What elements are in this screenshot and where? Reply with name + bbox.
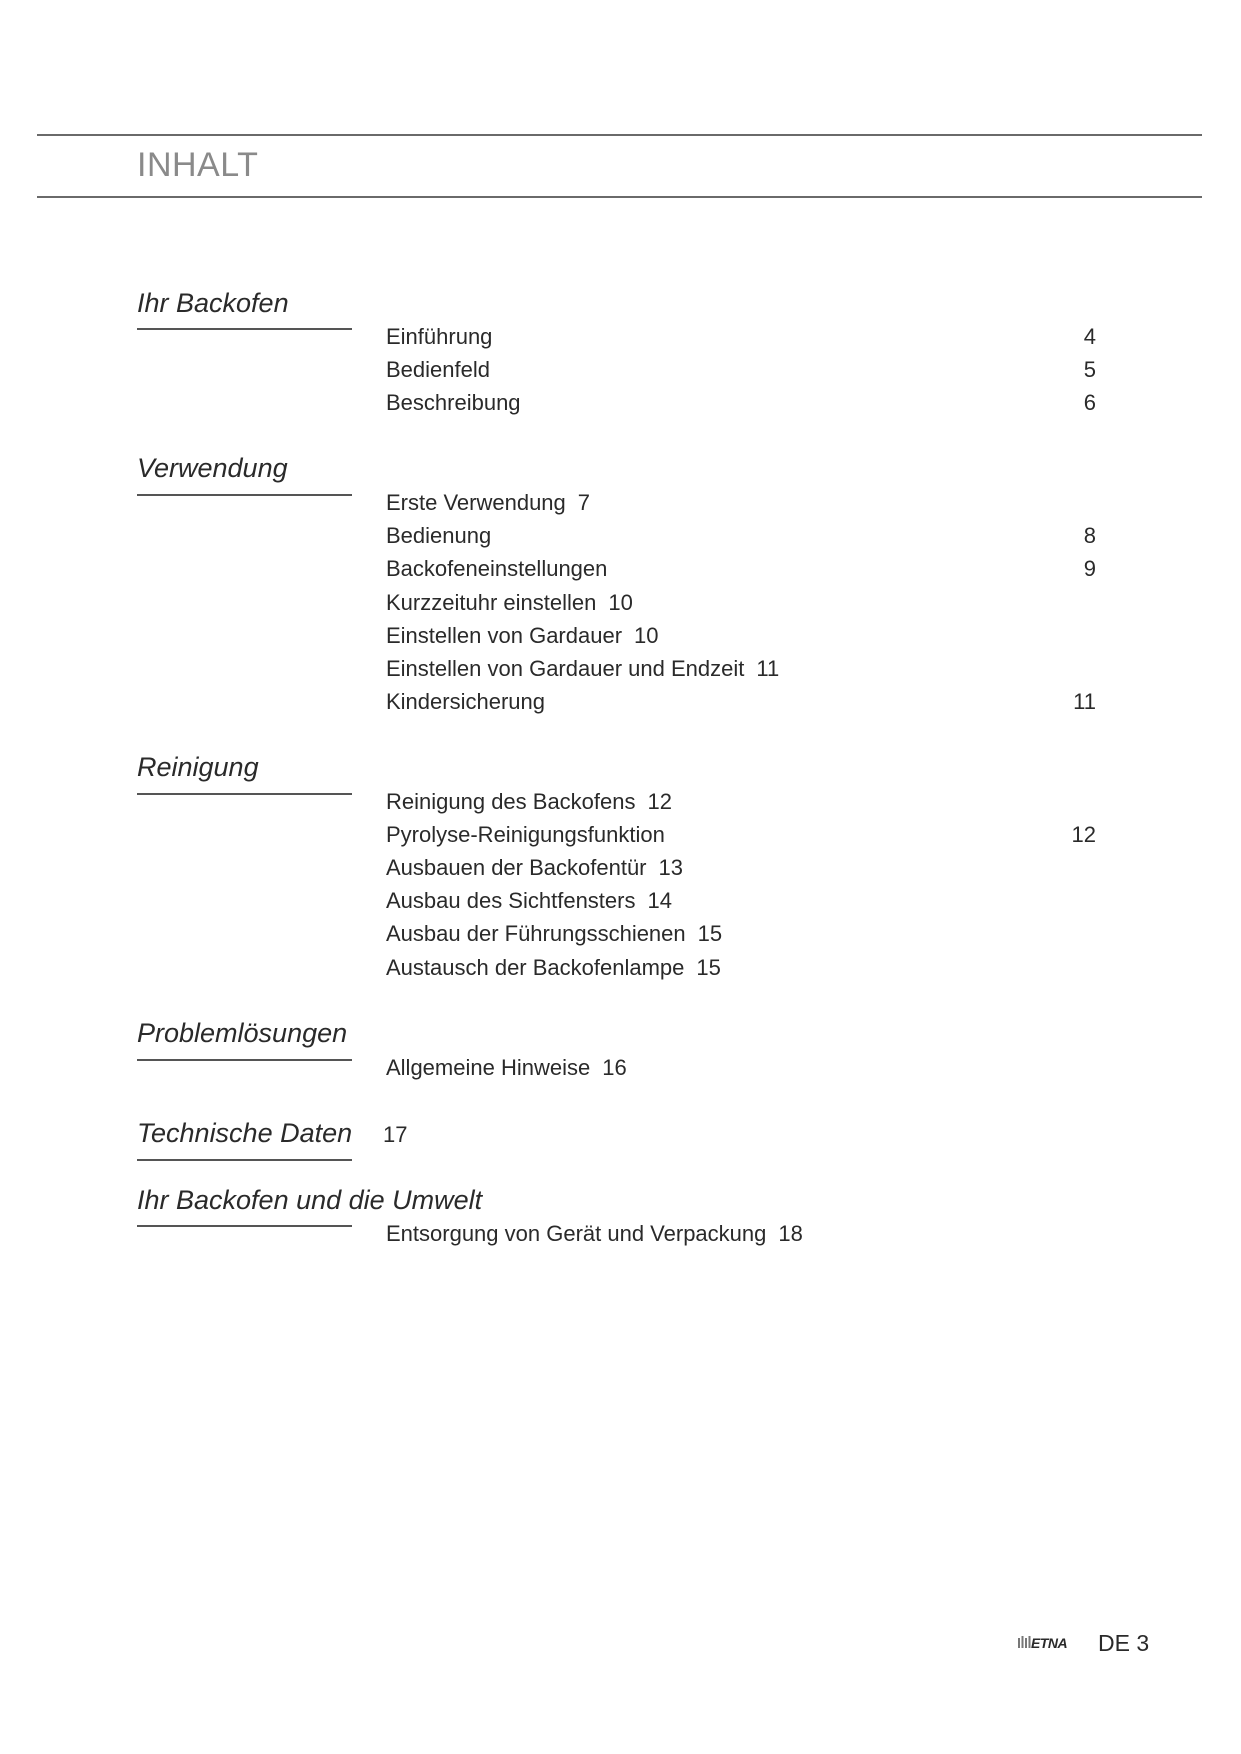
toc-page-number: 18 (778, 1221, 803, 1246)
toc-entry (386, 623, 659, 649)
toc-entry (386, 1221, 803, 1247)
toc-page-number: 8 (1083, 523, 1096, 548)
toc-entry: Beschreibung (386, 390, 521, 415)
toc-entry (386, 1055, 627, 1081)
section-title-problemloesungen: Problemlösungen (137, 1018, 348, 1048)
toc-entry-label: Kurzzeituhr einstellen (386, 590, 597, 615)
page-title: INHALT (137, 146, 259, 184)
toc-page-number: 6 (1083, 390, 1096, 415)
toc-page-number: 15 (696, 955, 721, 980)
toc-entry (386, 855, 683, 881)
toc-page-number: 12 (647, 789, 672, 814)
toc-entry: Kindersicherung (386, 689, 545, 714)
section-rule (137, 328, 352, 330)
toc-page-number: 5 (1083, 357, 1096, 382)
section-title-ihr-backofen: Ihr Backofen (137, 288, 289, 318)
section-title-verwendung: Verwendung (137, 453, 288, 483)
toc-entry: Pyrolyse-Reinigungsfunktion (386, 822, 665, 847)
toc-entry-label: Allgemeine Hinweise (386, 1055, 591, 1080)
toc-entry-label: Entsorgung von Gerät und Verpackung (386, 1221, 767, 1246)
toc-entry (386, 888, 672, 914)
toc-page-number: 9 (1083, 556, 1096, 581)
toc-page-number: 10 (608, 590, 633, 615)
toc-page-number: 11 (1073, 689, 1096, 714)
toc-page-number: 15 (697, 921, 723, 946)
toc-entry-label: Ausbau der Führungsschienen (386, 921, 686, 946)
toc-entry-label: Erste Verwendung (386, 490, 566, 515)
toc-entry (386, 921, 722, 947)
section-rule (137, 494, 352, 496)
toc-page-number: 4 (1083, 324, 1096, 349)
toc-entry (386, 789, 672, 815)
section-title-ihr-backofen-und-die-umwelt: Ihr Backofen und die Umwelt (137, 1185, 483, 1215)
toc-entry (386, 955, 721, 981)
toc-page-number: 13 (658, 855, 683, 880)
toc-page-number: 16 (602, 1055, 627, 1080)
toc-page-number: 10 (634, 623, 659, 648)
header-rule-bottom (37, 196, 1202, 198)
toc-entry (386, 656, 779, 682)
toc-entry-label: Ausbau des Sichtfensters (386, 888, 636, 913)
toc-entry-label: Einstellen von Gardauer (386, 623, 623, 648)
toc-page-number: 7 (577, 490, 591, 515)
footer-page-number: DE 3 (1098, 1630, 1150, 1656)
toc-entry: Backofeneinstellungen (386, 556, 608, 581)
toc-page-number: 14 (647, 888, 672, 913)
section-page-number: 17 (383, 1122, 408, 1147)
section-title-technische-daten: Technische Daten (137, 1118, 353, 1148)
section-title-reinigung: Reinigung (137, 752, 259, 782)
toc-entry (386, 490, 590, 516)
toc-entry: Einführung (386, 324, 493, 349)
toc-entry: Bedienfeld (386, 357, 490, 382)
toc-entry (386, 590, 633, 616)
toc-entry: Bedienung (386, 523, 492, 548)
toc-page-number: 12 (1071, 822, 1096, 847)
section-rule (137, 1059, 352, 1061)
etna-logo (1018, 1632, 1072, 1652)
section-rule (137, 1159, 352, 1161)
section-rule (137, 793, 352, 795)
logo-text: ETNA (1031, 1635, 1068, 1651)
toc-entry-label: Einstellen von Gardauer und Endzeit (386, 656, 745, 681)
toc-entry-label: Reinigung des Backofens (386, 789, 636, 814)
toc-page-number: 11 (756, 656, 780, 681)
header-rule-top (37, 134, 1202, 136)
toc-entry-label: Austausch der Backofenlampe (386, 955, 685, 980)
toc-entry-label: Ausbauen der Backofentür (386, 855, 647, 880)
section-rule (137, 1225, 352, 1227)
